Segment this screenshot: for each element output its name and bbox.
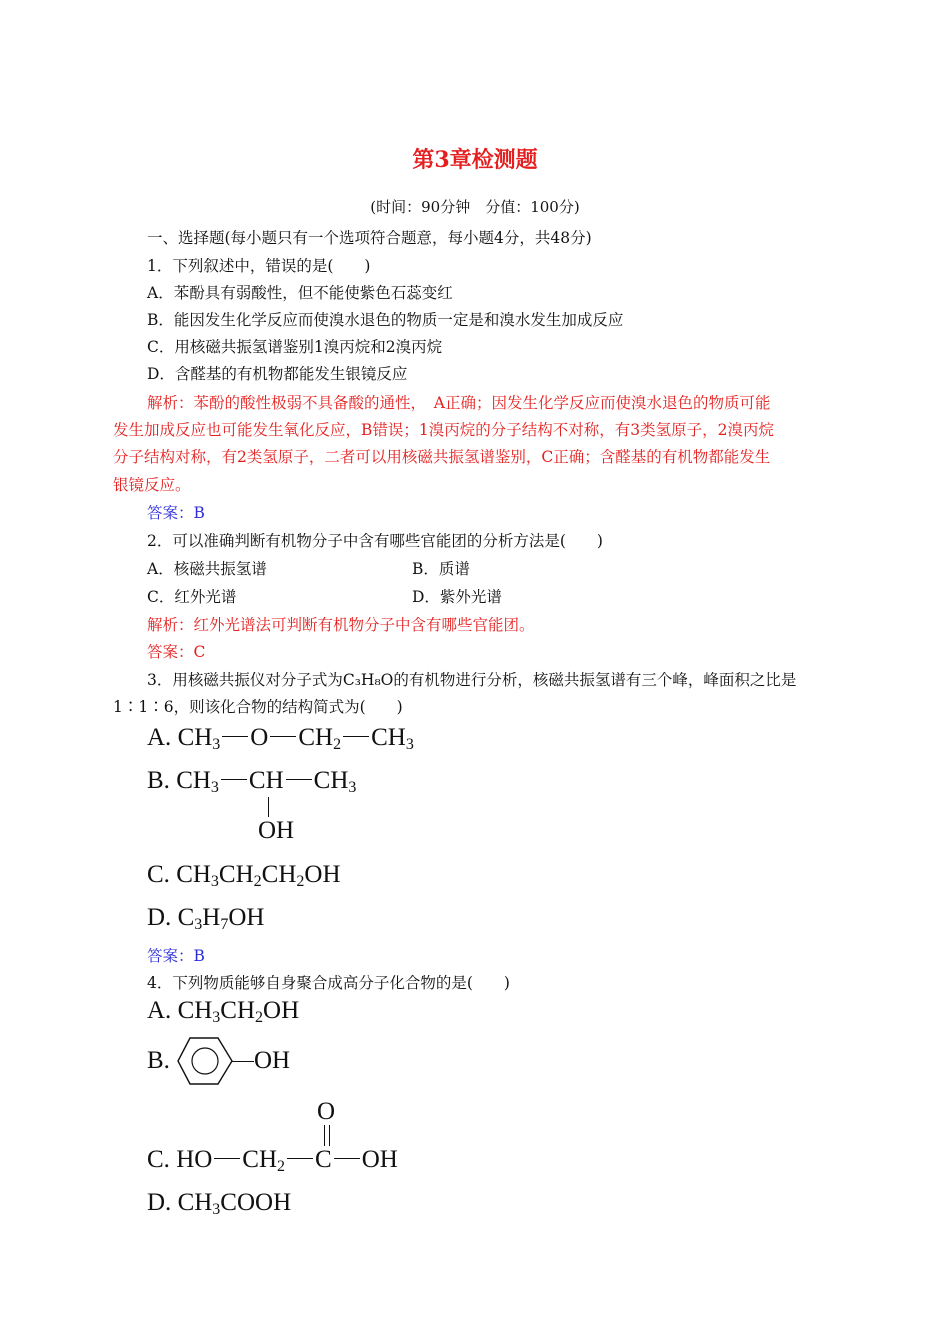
q2-option-d: D．紫外光谱 — [412, 588, 502, 606]
q2-option-c: C．红外光谱 — [147, 588, 237, 606]
benzene-ring-icon — [176, 1036, 238, 1086]
page-title: 第3章检测题 — [412, 147, 538, 173]
q1-analysis-line: 分子结构对称，有2类氢原子，二者可以用核磁共振氢谱鉴别，C正确；含醛基的有机物都能发生 — [113, 448, 771, 466]
q4-option-a-formula: A. $CH_3CH_2OH$ — [147, 997, 300, 1026]
q3-option-b-oh: OH — [258, 817, 295, 844]
q3-stem-line: 3．用核磁共振仪对分子式为C₃H₈O的有机物进行分析，核磁共振氢谱有三个峰，峰面积之比是 — [147, 671, 797, 689]
exam-meta: (时间：90分钟 分值：100分) — [370, 198, 580, 216]
q4-c-double-bond — [329, 1125, 330, 1146]
q1-stem: 1．下列叙述中，错误的是( ) — [147, 257, 371, 275]
q4-option-b-label: B. — [147, 1047, 170, 1074]
q4-option-c-formula: C. HO $CH_2$ C OH — [147, 1146, 398, 1175]
q2-answer: 答案：C — [147, 643, 206, 661]
q4-c-double-bond — [324, 1125, 325, 1146]
q4-b-bond — [232, 1061, 254, 1062]
q4-option-b-oh: OH — [254, 1047, 291, 1074]
q4-stem: 4．下列物质能够自身聚合成高分子化合物的是( ) — [147, 974, 510, 992]
q3-option-d-formula: D. $C_3H_7OH$ — [147, 904, 265, 933]
q1-answer: 答案：B — [147, 504, 205, 522]
q2-option-b: B．质谱 — [412, 560, 470, 578]
q1-analysis-line: 银镜反应。 — [113, 476, 191, 494]
section-heading: 一、选择题(每小题只有一个选项符合题意，每小题4分，共48分) — [147, 229, 592, 247]
q1-option-d: D．含醛基的有机物都能发生银镜反应 — [147, 365, 408, 383]
q1-analysis-line: 解析：苯酚的酸性极弱不具备酸的通性， A正确；因发生化学反应而使溴水退色的物质可能 — [147, 394, 771, 412]
q4-c-carbonyl-o: O — [317, 1098, 336, 1125]
q2-stem: 2．可以准确判断有机物分子中含有哪些官能团的分析方法是( ) — [147, 532, 603, 550]
q3-option-b-formula: B. $CH_3$ CH $CH_3$ — [147, 767, 357, 796]
q3-answer: 答案：B — [147, 947, 205, 965]
q3-stem-line: 1∶1∶6，则该化合物的结构简式为( ) — [113, 698, 403, 716]
q1-option-a: A．苯酚具有弱酸性，但不能使紫色石蕊变红 — [147, 284, 453, 302]
q3-b-vertical-bond — [268, 797, 269, 817]
q1-option-c: C．用核磁共振氢谱鉴别1溴丙烷和2溴丙烷 — [147, 338, 443, 356]
q4-option-d-formula: D. $CH_3COOH$ — [147, 1189, 292, 1218]
q1-analysis-line: 发生加成反应也可能发生氧化反应，B错误；1溴丙烷的分子结构不对称，有3类氢原子，2溴丙烷 — [113, 421, 774, 439]
q3-option-a-formula: A. $CH_3$ O $CH_2$ $CH_3$ — [147, 724, 414, 753]
q2-analysis: 解析：红外光谱法可判断有机物分子中含有哪些官能团。 — [147, 616, 535, 634]
q2-option-a: A．核磁共振氢谱 — [147, 560, 267, 578]
q1-option-b: B．能因发生化学反应而使溴水退色的物质一定是和溴水发生加成反应 — [147, 311, 624, 329]
q3-option-c-formula: C. $CH_3CH_2CH_2OH$ — [147, 861, 341, 890]
